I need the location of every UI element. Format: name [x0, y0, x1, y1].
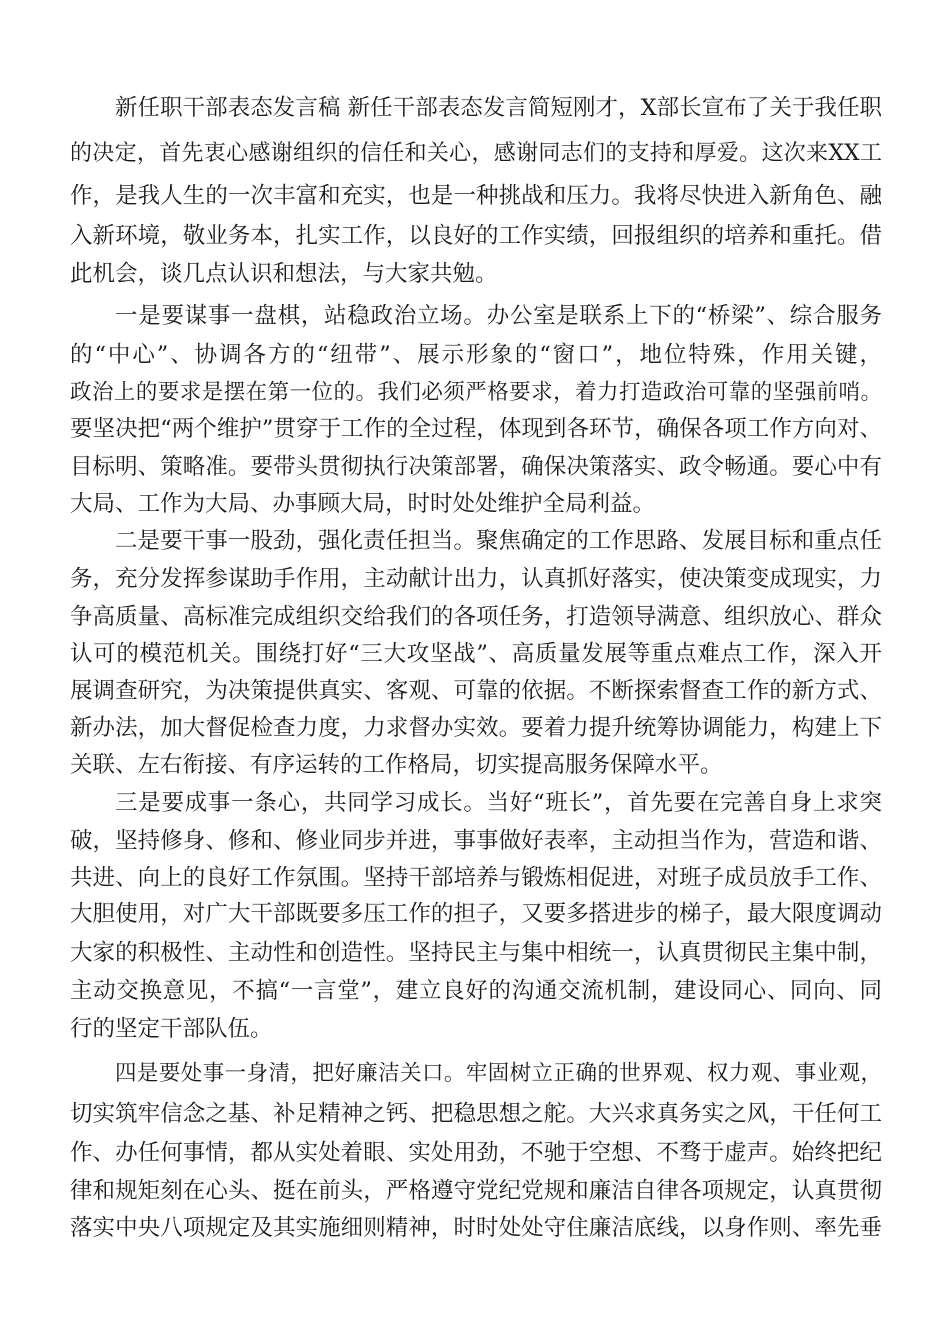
- paragraph-1-line-4: 入新环境，敬业务本，扎实工作，以良好的工作实绩，回报组织的培养和重托。借: [70, 223, 882, 249]
- paragraph-3-line-3: 争高质量、高标准完成组织交给我们的各项任务，打造领导满意、组织放心、群众: [70, 604, 882, 630]
- paragraph-2-line-2: 的“中心”、协调各方的“纽带”、展示形象的“窗口”，地位特殊，作用关键，: [70, 342, 882, 368]
- paragraph-4-line-6: 主动交换意见，不搞“一言堂”，建立良好的沟通交流机制，建设同心、同向、同: [70, 978, 882, 1004]
- paragraph-2-line-4: 要坚决把“两个维护”贯穿于工作的全过程，体现到各环节，确保各项工作方向对、: [70, 416, 882, 442]
- paragraph-5-line-5: 落实中央八项规定及其实施细则精神，时时处处守住廉洁底线，以身作则、率先垂: [70, 1215, 882, 1241]
- paragraph-3-line-7: 关联、左右衔接、有序运转的工作格局，切实提高服务保障水平。: [70, 752, 723, 778]
- paragraph-2-line-1: 一是要谋事一盘棋，站稳政治立场。办公室是联系上下的“桥梁”、综合服务: [115, 303, 882, 329]
- paragraph-3-line-1: 二是要干事一股劲，强化责任担当。聚焦确定的工作思路、发展目标和重点任: [115, 528, 882, 554]
- paragraph-2-line-6: 大局、工作为大局、办事顾大局，时时处处维护全局利益。: [70, 491, 656, 517]
- paragraph-5-line-4: 律和规矩刻在心头、挺在前头，严格遵守党纪党规和廉洁自律各项规定，认真贯彻: [70, 1178, 882, 1204]
- paragraph-4-line-5: 大家的积极性、主动性和创造性。坚持民主与集中相统一，认真贯彻民主集中制，: [70, 940, 882, 966]
- paragraph-1-line-5: 此机会，谈几点认识和想法，与大家共勉。: [70, 261, 498, 287]
- paragraph-3-line-5: 展调查研究，为决策提供真实、客观、可靠的依据。不断探索督查工作的新方式、: [70, 678, 882, 704]
- paragraph-4-line-2: 破，坚持修身、修和、修业同步并进，事事做好表率，主动担当作为，营造和谐、: [70, 828, 882, 854]
- paragraph-4-line-1: 三是要成事一条心，共同学习成长。当好“班长”，首先要在完善自身上求突: [115, 790, 882, 816]
- paragraph-5-line-1: 四是要处事一身清，把好廉洁关口。牢固树立正确的世界观、权力观、事业观，: [115, 1061, 882, 1086]
- paragraph-3-line-2: 务，充分发挥参谋助手作用，主动献计出力，认真抓好落实，使决策变成现实，力: [70, 566, 882, 592]
- paragraph-5-line-2: 切实筑牢信念之基、补足精神之钙、把稳思想之舵。大兴求真务实之风，干任何工: [70, 1101, 882, 1127]
- paragraph-4-line-3: 共进、向上的良好工作氛围。坚持干部培养与锻炼相促进，对班子成员放手工作、: [70, 865, 882, 891]
- paragraph-3-line-6: 新办法，加大督促检查力度，力求督办实效。要着力提升统筹协调能力，构建上下: [70, 715, 882, 741]
- paragraph-1-line-3: 作，是我人生的一次丰富和充实，也是一种挑战和压力。我将尽快进入新角色、融: [70, 183, 882, 209]
- paragraph-5-line-3: 作、办任何事情，都从实处着眼、实处用劲，不驰于空想、不骛于虚声。始终把纪: [70, 1140, 882, 1166]
- paragraph-4-line-4: 大胆使用，对广大干部既要多压工作的担子，又要多搭进步的梯子，最大限度调动: [70, 901, 882, 927]
- paragraph-3-line-4: 认可的模范机关。围绕打好“三大攻坚战”、高质量发展等重点难点工作，深入开: [70, 641, 882, 667]
- paragraph-1-line-1: 新任职干部表态发言稿 新任干部表态发言简短刚才，X部长宣布了关于我任职: [115, 95, 882, 121]
- paragraph-2-line-3: 政治上的要求是摆在第一位的。我们必须严格要求，着力打造政治可靠的坚强前哨。: [70, 380, 882, 405]
- paragraph-4-line-7: 行的坚定干部队伍。: [70, 1016, 273, 1042]
- paragraph-1-line-2: 的决定，首先衷心感谢组织的信任和关心，感谢同志们的支持和厚爱。这次来XX工: [70, 141, 882, 166]
- paragraph-2-line-5: 目标明、策略准。要带头贯彻执行决策部署，确保决策落实、政令畅通。要心中有: [70, 454, 882, 480]
